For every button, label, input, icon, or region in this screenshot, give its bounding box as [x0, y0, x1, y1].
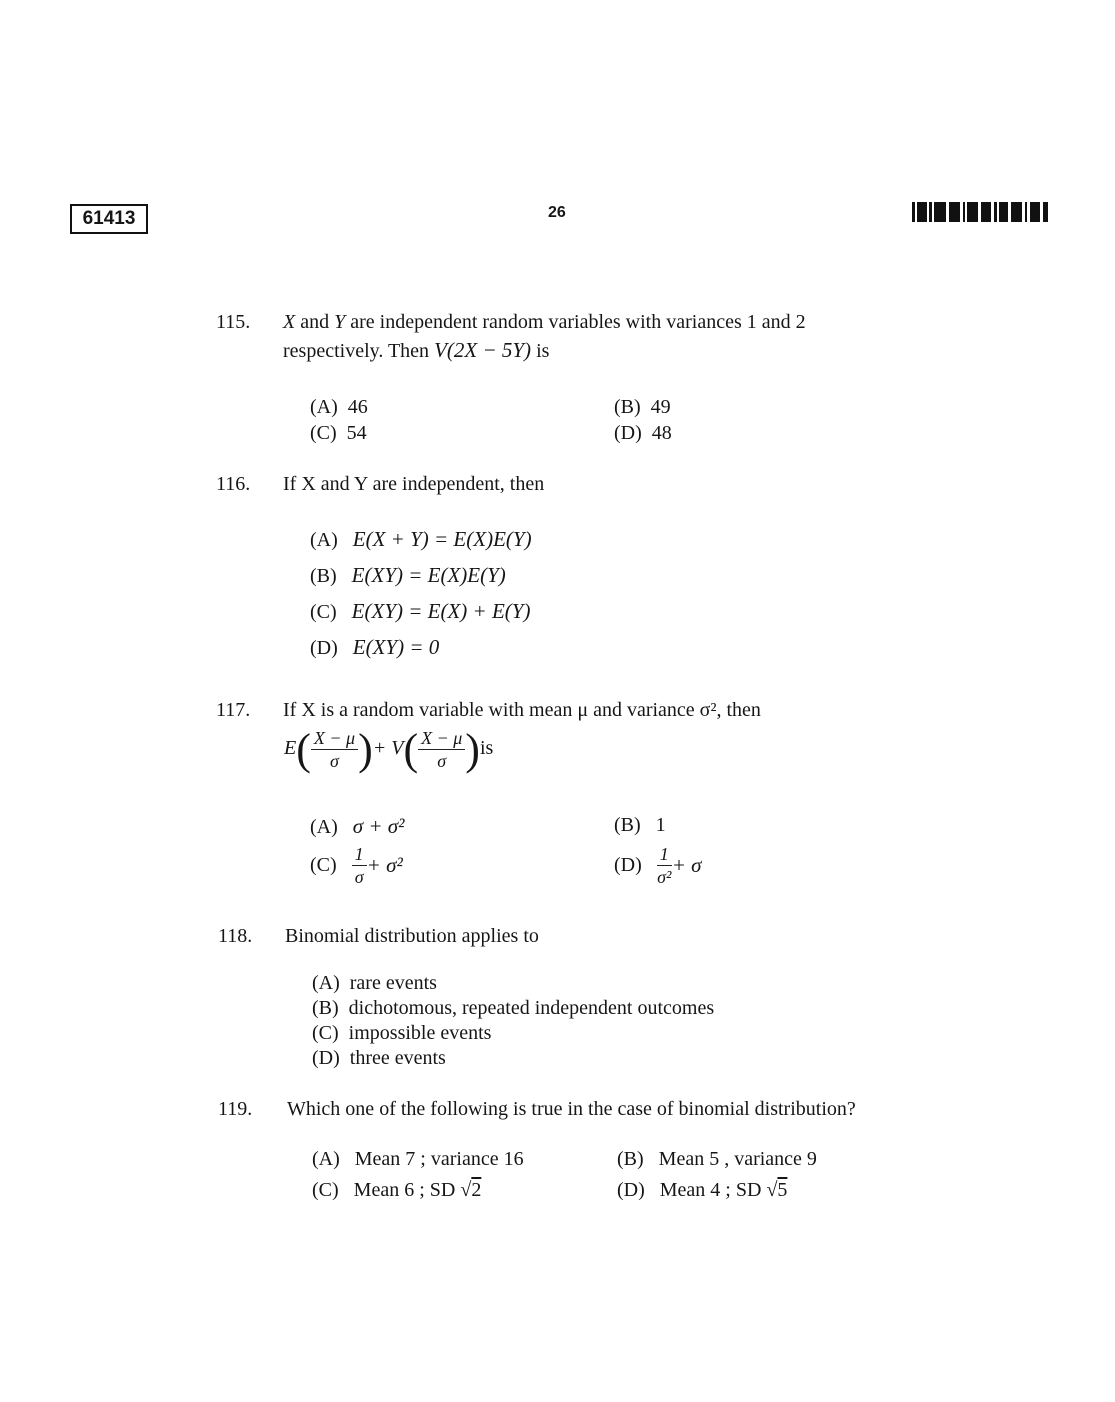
question-suffix: is [536, 340, 550, 362]
question-text-116: If X and Y are independent, then [283, 473, 545, 495]
conjunction: and [300, 311, 330, 333]
option-c: (C) impossible events [312, 1022, 492, 1044]
question-number-119: 119. [218, 1098, 253, 1120]
question-text-line2: respectively. Then [283, 340, 430, 362]
question-text-117: If X is a random variable with mean μ and variance σ², then [283, 699, 761, 721]
option-d: (D) 48 [614, 422, 672, 444]
variable-x: X [283, 311, 296, 333]
option-b: (B) 1 [614, 814, 666, 836]
option-d: (D) Mean 4 ; SD √5 [617, 1179, 788, 1201]
option-a: (A) Mean 7 ; variance 16 [312, 1148, 524, 1170]
question-number-118: 118. [218, 925, 253, 947]
option-a: (A) rare events [312, 972, 437, 994]
option-a: (A) 46 [310, 396, 368, 418]
question-text-115 [283, 308, 908, 365]
page-number: 26 [548, 204, 566, 221]
option-a: (A) E(X + Y) = E(X)E(Y) [310, 527, 532, 551]
variance-expression: V(2X − 5Y) [434, 338, 532, 362]
barcode-graphic [912, 202, 1048, 222]
question-number-116: 116. [216, 473, 251, 495]
option-c: (C) Mean 6 ; SD √2 [312, 1179, 482, 1201]
option-b: (B) E(XY) = E(X)E(Y) [310, 563, 506, 587]
question-number-115: 115. [216, 311, 251, 333]
question-text-line1: are independent random variables with variances 1 and 2 [350, 311, 806, 333]
option-d: (D) three events [312, 1047, 446, 1069]
option-c: (C) $\frac{1}{\sigma}$ + σ² [310, 844, 403, 887]
option-c: (C) E(XY) = E(X) + E(Y) [310, 599, 531, 623]
question-text-119: Which one of the following is true in the case of binomial distribution? [287, 1098, 856, 1120]
option-b: (B) 49 [614, 396, 671, 418]
variable-y: Y [334, 311, 346, 333]
option-c: (C) 54 [310, 422, 367, 444]
paper-code-box: 61413 [70, 204, 148, 234]
expectation-formula: E( $\frac{X - \mu}{\sigma}$ )+ V( $\frac{X - \mu}{\sigma}$ )is [284, 725, 494, 774]
option-d: (D) E(XY) = 0 [310, 635, 440, 659]
question-text-118: Binomial distribution applies to [285, 925, 539, 947]
question-number-117: 117. [216, 699, 251, 721]
option-d: (D) $\frac{1}{\text{σ²}}$ + σ [614, 844, 702, 887]
option-b: (B) dichotomous, repeated independent outcomes [312, 997, 715, 1019]
option-b: (B) Mean 5 , variance 9 [617, 1148, 817, 1170]
option-a: (A) σ + σ² [310, 814, 405, 838]
